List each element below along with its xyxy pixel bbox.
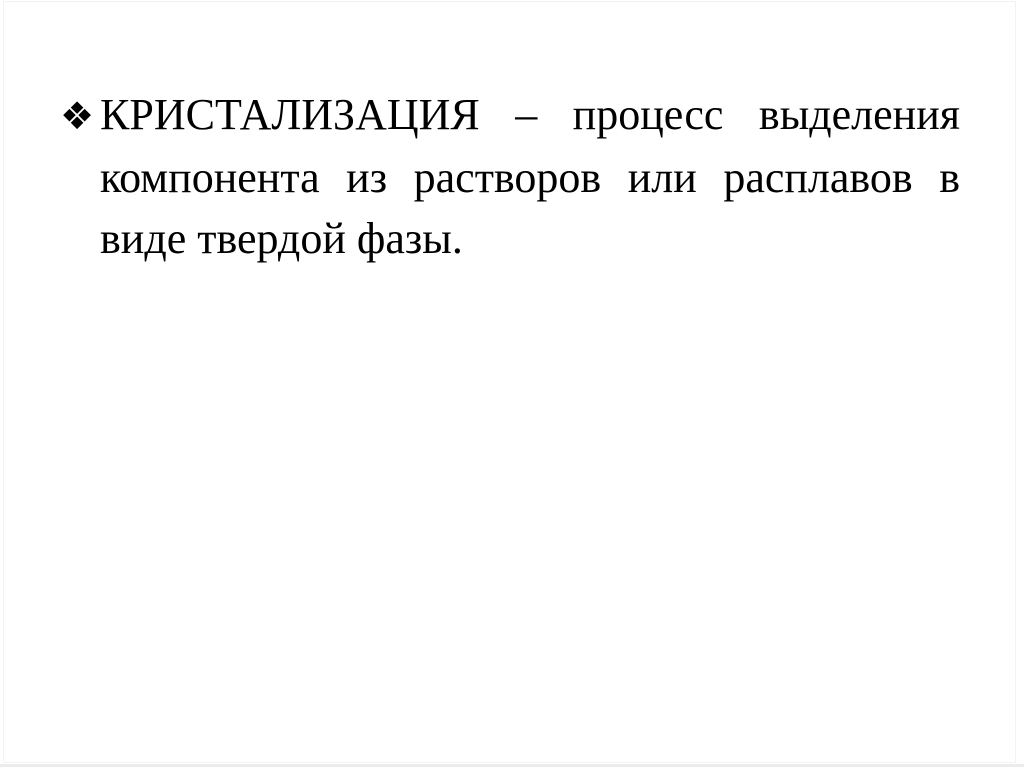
text-line-2: компонента из растворов или расплавов в [100,153,960,202]
text-line-3: виде твердой фазы. [100,214,463,263]
bullet-list-item [60,84,960,269]
text-line-1 [60,84,960,147]
diamond-bullet-icon: ❖ [60,94,95,138]
text-line-1-content: КРИСТАЛИЗАЦИЯ – процесс выделения [100,90,960,139]
